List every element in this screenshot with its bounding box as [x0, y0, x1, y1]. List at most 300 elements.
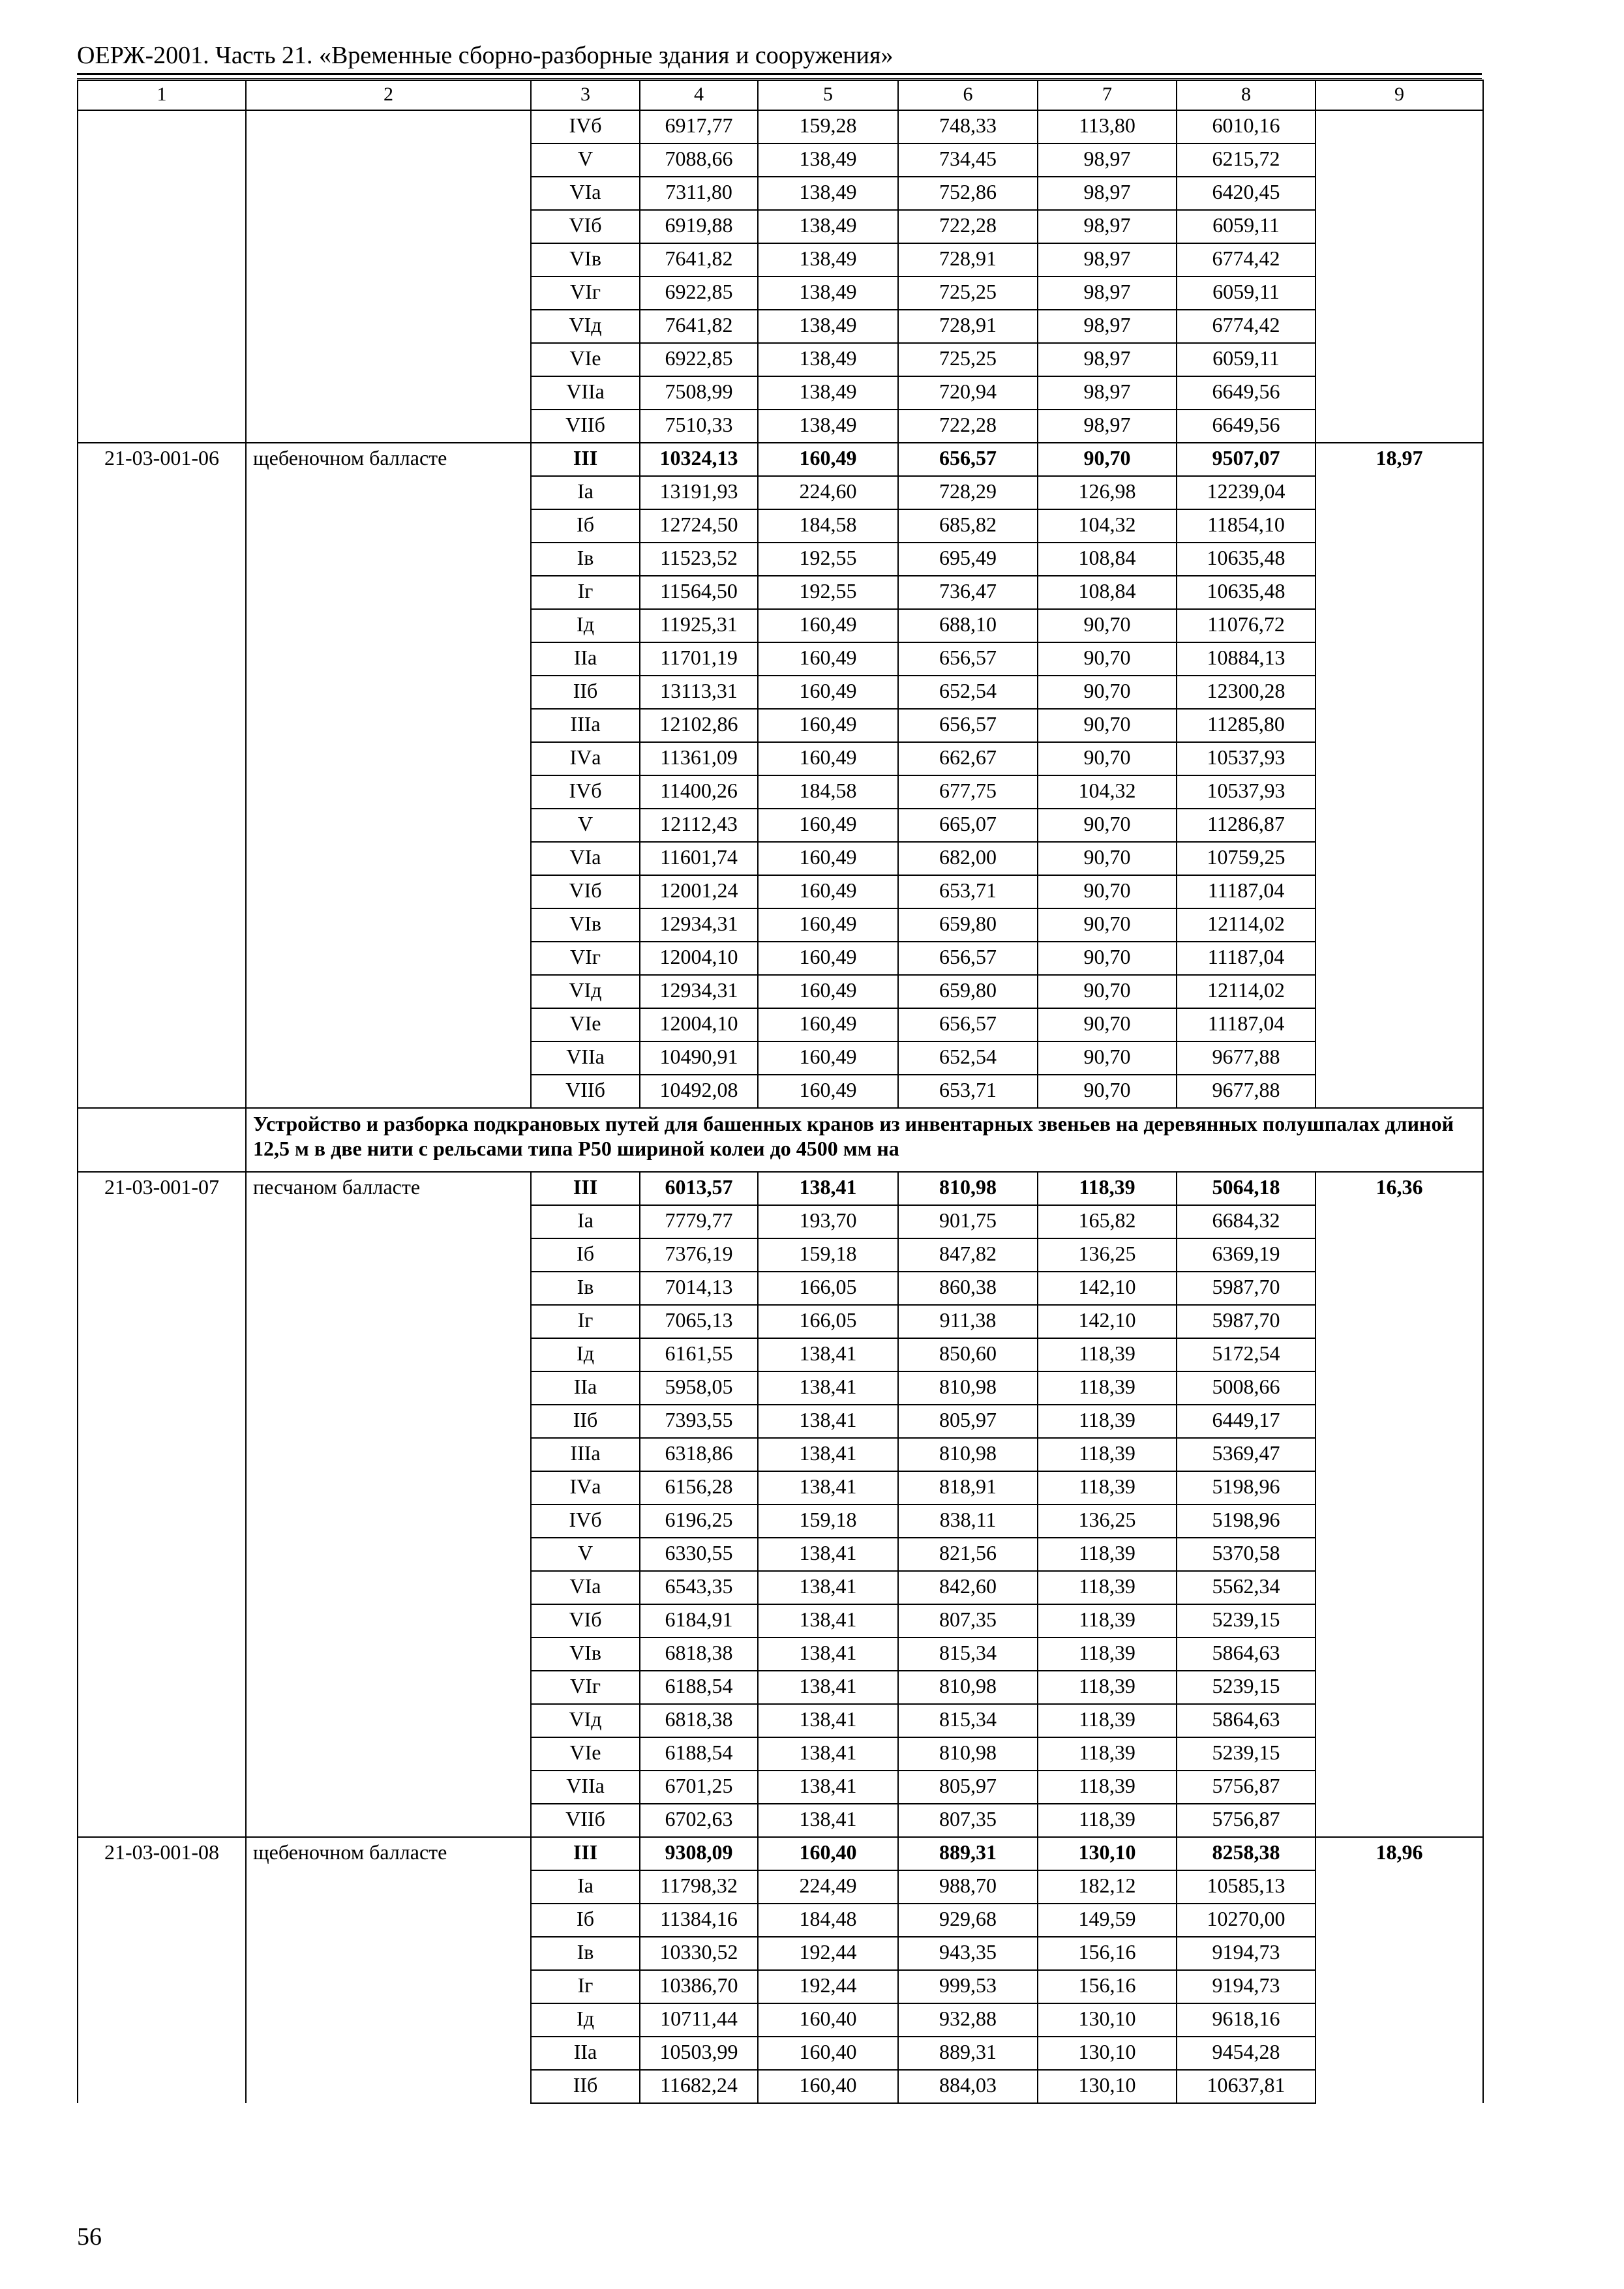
rate-code	[78, 343, 246, 376]
cost-total: 6318,86	[640, 1438, 758, 1471]
rank-cell: VIб	[531, 210, 640, 243]
rank-cell: IIа	[531, 642, 640, 676]
labor-hours	[1316, 1870, 1483, 1904]
rate-name	[246, 942, 531, 975]
machine-cost: 725,25	[898, 343, 1038, 376]
rate-name	[246, 1970, 531, 2003]
rate-code	[78, 277, 246, 310]
rate-name	[246, 1504, 531, 1538]
labor-hours	[1316, 1904, 1483, 1937]
rate-name	[246, 1272, 531, 1305]
column-number: 4	[640, 80, 758, 110]
machine-cost: 662,67	[898, 742, 1038, 775]
materials-cost: 6684,32	[1177, 1205, 1316, 1238]
materials-cost: 5864,63	[1177, 1638, 1316, 1671]
machinist-wages: 90,70	[1038, 609, 1177, 642]
header-rule-thick	[77, 73, 1482, 75]
machinist-wages: 98,97	[1038, 343, 1177, 376]
materials-cost: 12114,02	[1177, 908, 1316, 942]
machine-cost: 988,70	[898, 1870, 1038, 1904]
rate-name	[246, 1704, 531, 1737]
table-row	[78, 376, 1483, 410]
labor-hours	[1316, 1008, 1483, 1041]
machine-cost: 677,75	[898, 775, 1038, 809]
wages: 184,58	[758, 775, 898, 809]
machine-cost: 665,07	[898, 809, 1038, 842]
rank-cell: Iв	[531, 1272, 640, 1305]
labor-hours	[1316, 2070, 1483, 2103]
machine-cost: 722,28	[898, 410, 1038, 443]
machine-cost: 734,45	[898, 143, 1038, 177]
rate-name	[246, 609, 531, 642]
rate-name	[246, 210, 531, 243]
cost-total: 12934,31	[640, 908, 758, 942]
rank-cell: IVа	[531, 742, 640, 775]
cost-total: 12004,10	[640, 942, 758, 975]
machine-cost: 656,57	[898, 443, 1038, 476]
rate-code	[78, 809, 246, 842]
materials-cost: 5008,66	[1177, 1371, 1316, 1405]
column-number: 6	[898, 80, 1038, 110]
wages: 160,49	[758, 809, 898, 842]
materials-cost: 10537,93	[1177, 742, 1316, 775]
materials-cost: 5239,15	[1177, 1604, 1316, 1638]
rate-code	[78, 1405, 246, 1438]
machinist-wages: 118,39	[1038, 1538, 1177, 1571]
table-row	[78, 310, 1483, 343]
labor-hours	[1316, 1338, 1483, 1371]
cost-total: 7376,19	[640, 1238, 758, 1272]
machine-cost: 682,00	[898, 842, 1038, 875]
machinist-wages: 142,10	[1038, 1272, 1177, 1305]
rank-cell: V	[531, 1538, 640, 1571]
cost-total: 11682,24	[640, 2070, 758, 2103]
machinist-wages: 98,97	[1038, 210, 1177, 243]
rate-code	[78, 576, 246, 609]
materials-cost: 9194,73	[1177, 1937, 1316, 1970]
cost-total: 6196,25	[640, 1504, 758, 1538]
machine-cost: 815,34	[898, 1638, 1038, 1671]
cost-total: 5958,05	[640, 1371, 758, 1405]
machine-cost: 929,68	[898, 1904, 1038, 1937]
rate-name	[246, 1205, 531, 1238]
machinist-wages: 182,12	[1038, 1870, 1177, 1904]
machinist-wages: 165,82	[1038, 1205, 1177, 1238]
rate-code	[78, 1638, 246, 1671]
materials-cost: 9194,73	[1177, 1970, 1316, 2003]
wages: 138,49	[758, 277, 898, 310]
table-row	[78, 642, 1483, 676]
materials-cost: 6649,56	[1177, 410, 1316, 443]
rate-name	[246, 2003, 531, 2037]
table-row	[78, 410, 1483, 443]
section-spacer-cell	[78, 1108, 246, 1172]
wages: 192,55	[758, 576, 898, 609]
rank-cell: VIв	[531, 1638, 640, 1671]
wages: 192,44	[758, 1937, 898, 1970]
labor-hours	[1316, 310, 1483, 343]
table-row	[78, 576, 1483, 609]
wages: 160,49	[758, 709, 898, 742]
machinist-wages: 118,39	[1038, 1471, 1177, 1504]
materials-cost: 9677,88	[1177, 1075, 1316, 1108]
rank-cell: IIб	[531, 1405, 640, 1438]
rate-name	[246, 1904, 531, 1937]
rate-code	[78, 476, 246, 509]
cost-total: 12724,50	[640, 509, 758, 543]
rate-name	[246, 2070, 531, 2103]
rank-cell: VIа	[531, 1571, 640, 1604]
machinist-wages: 90,70	[1038, 942, 1177, 975]
rate-name	[246, 1737, 531, 1771]
labor-hours	[1316, 277, 1483, 310]
header-rule-thin	[77, 78, 1482, 79]
rate-name	[246, 177, 531, 210]
wages: 138,49	[758, 410, 898, 443]
machine-cost: 653,71	[898, 1075, 1038, 1108]
rate-name	[246, 1075, 531, 1108]
cost-total: 7641,82	[640, 243, 758, 277]
rank-cell: VIе	[531, 1008, 640, 1041]
cost-total: 10386,70	[640, 1970, 758, 2003]
wages: 184,58	[758, 509, 898, 543]
rank-cell: Iг	[531, 576, 640, 609]
machine-cost: 810,98	[898, 1371, 1038, 1405]
column-number: 3	[531, 80, 640, 110]
rate-code	[78, 310, 246, 343]
machine-cost: 850,60	[898, 1338, 1038, 1371]
machine-cost: 653,71	[898, 875, 1038, 908]
materials-cost: 5369,47	[1177, 1438, 1316, 1471]
machine-cost: 943,35	[898, 1937, 1038, 1970]
wages: 224,49	[758, 1870, 898, 1904]
rate-code	[78, 143, 246, 177]
table-row	[78, 1704, 1483, 1737]
machinist-wages: 130,10	[1038, 2070, 1177, 2103]
wages: 138,49	[758, 177, 898, 210]
cost-total: 12934,31	[640, 975, 758, 1008]
rate-code	[78, 1471, 246, 1504]
wages: 160,49	[758, 842, 898, 875]
wages: 192,44	[758, 1970, 898, 2003]
machine-cost: 748,33	[898, 110, 1038, 143]
machinist-wages: 136,25	[1038, 1238, 1177, 1272]
rate-code	[78, 1937, 246, 1970]
rate-code	[78, 1238, 246, 1272]
table-row	[78, 210, 1483, 243]
rank-cell: VIг	[531, 942, 640, 975]
rank-cell: IVа	[531, 1471, 640, 1504]
machine-cost: 685,82	[898, 509, 1038, 543]
cost-total: 10330,52	[640, 1937, 758, 1970]
machine-cost: 810,98	[898, 1671, 1038, 1704]
cost-total: 11523,52	[640, 543, 758, 576]
machinist-wages: 130,10	[1038, 2037, 1177, 2070]
wages: 184,48	[758, 1904, 898, 1937]
rank-cell: VIа	[531, 177, 640, 210]
table-row	[78, 742, 1483, 775]
rate-name	[246, 1638, 531, 1671]
section-heading-row	[78, 1108, 1483, 1172]
wages: 138,49	[758, 243, 898, 277]
machinist-wages: 90,70	[1038, 1008, 1177, 1041]
cost-total: 11798,32	[640, 1870, 758, 1904]
cost-total: 11701,19	[640, 642, 758, 676]
materials-cost: 11187,04	[1177, 942, 1316, 975]
cost-total: 12112,43	[640, 809, 758, 842]
materials-cost: 6449,17	[1177, 1405, 1316, 1438]
rate-name	[246, 343, 531, 376]
table-row	[78, 975, 1483, 1008]
machinist-wages: 149,59	[1038, 1904, 1177, 1937]
cost-total: 10503,99	[640, 2037, 758, 2070]
rank-cell: Iб	[531, 1238, 640, 1272]
column-number: 1	[78, 80, 246, 110]
wages: 160,49	[758, 1075, 898, 1108]
rate-name	[246, 709, 531, 742]
column-number: 9	[1316, 80, 1483, 110]
rate-name: песчаном балласте	[246, 1172, 531, 1205]
rate-name	[246, 243, 531, 277]
machinist-wages: 90,70	[1038, 908, 1177, 942]
machinist-wages: 126,98	[1038, 476, 1177, 509]
labor-hours	[1316, 343, 1483, 376]
labor-hours	[1316, 709, 1483, 742]
rank-cell: Iд	[531, 609, 640, 642]
wages: 138,41	[758, 1438, 898, 1471]
machinist-wages: 90,70	[1038, 676, 1177, 709]
wages: 138,41	[758, 1371, 898, 1405]
rate-code	[78, 1671, 246, 1704]
wages: 138,49	[758, 310, 898, 343]
table-row	[78, 1272, 1483, 1305]
table-row	[78, 343, 1483, 376]
materials-cost: 5987,70	[1177, 1272, 1316, 1305]
rate-code	[78, 410, 246, 443]
table-row	[78, 842, 1483, 875]
rank-cell: IIа	[531, 1371, 640, 1405]
labor-hours: 16,36	[1316, 1172, 1483, 1205]
rate-name: щебеночном балласте	[246, 1837, 531, 1870]
wages: 160,49	[758, 676, 898, 709]
cost-total: 7088,66	[640, 143, 758, 177]
rank-cell: VIIб	[531, 1075, 640, 1108]
rate-name	[246, 1338, 531, 1371]
labor-hours	[1316, 543, 1483, 576]
rate-code	[78, 509, 246, 543]
wages: 138,41	[758, 1405, 898, 1438]
materials-cost: 11187,04	[1177, 1008, 1316, 1041]
cost-total: 11564,50	[640, 576, 758, 609]
cost-total: 7510,33	[640, 410, 758, 443]
rate-code	[78, 1008, 246, 1041]
rank-cell: VIв	[531, 908, 640, 942]
table-row	[78, 476, 1483, 509]
materials-cost: 6215,72	[1177, 143, 1316, 177]
rank-cell: III	[531, 443, 640, 476]
table-row	[78, 1338, 1483, 1371]
wages: 160,49	[758, 908, 898, 942]
table-row	[78, 243, 1483, 277]
labor-hours	[1316, 1804, 1483, 1837]
materials-cost: 5756,87	[1177, 1804, 1316, 1837]
rate-name	[246, 1538, 531, 1571]
cost-total: 6188,54	[640, 1737, 758, 1771]
cost-total: 6156,28	[640, 1471, 758, 1504]
machinist-wages: 90,70	[1038, 742, 1177, 775]
labor-hours	[1316, 1671, 1483, 1704]
labor-hours	[1316, 110, 1483, 143]
machinist-wages: 98,97	[1038, 376, 1177, 410]
rate-code	[78, 642, 246, 676]
rate-name	[246, 1937, 531, 1970]
wages: 138,49	[758, 343, 898, 376]
rate-name: щебеночном балласте	[246, 443, 531, 476]
materials-cost: 5562,34	[1177, 1571, 1316, 1604]
rate-code	[78, 1604, 246, 1638]
labor-hours	[1316, 1305, 1483, 1338]
wages: 138,41	[758, 1571, 898, 1604]
rank-cell: V	[531, 809, 640, 842]
wages: 160,49	[758, 642, 898, 676]
wages: 138,41	[758, 1671, 898, 1704]
page-header-title: ОЕРЖ-2001. Часть 21. «Временные сборно-разборные здания и сооружения»	[77, 42, 894, 69]
labor-hours	[1316, 1405, 1483, 1438]
rate-name	[246, 1471, 531, 1504]
cost-total: 13113,31	[640, 676, 758, 709]
cost-total: 12102,86	[640, 709, 758, 742]
wages: 138,41	[758, 1704, 898, 1737]
table-row	[78, 1870, 1483, 1904]
labor-hours	[1316, 1970, 1483, 2003]
rates-table	[77, 80, 1484, 2104]
machine-cost: 652,54	[898, 1041, 1038, 1075]
table-row	[78, 809, 1483, 842]
rate-code	[78, 842, 246, 875]
wages: 138,41	[758, 1338, 898, 1371]
materials-cost: 5239,15	[1177, 1671, 1316, 1704]
machine-cost: 656,57	[898, 642, 1038, 676]
rate-code	[78, 676, 246, 709]
rank-cell: VIв	[531, 243, 640, 277]
wages: 138,49	[758, 210, 898, 243]
rate-code	[78, 1371, 246, 1405]
machine-cost: 810,98	[898, 1438, 1038, 1471]
rank-cell: III	[531, 1837, 640, 1870]
table-row	[78, 1471, 1483, 1504]
machine-cost: 728,91	[898, 310, 1038, 343]
machine-cost: 695,49	[898, 543, 1038, 576]
machine-cost: 901,75	[898, 1205, 1038, 1238]
labor-hours	[1316, 676, 1483, 709]
machine-cost: 847,82	[898, 1238, 1038, 1272]
rate-name	[246, 1238, 531, 1272]
table-row	[78, 110, 1483, 143]
rate-name	[246, 1305, 531, 1338]
materials-cost: 9507,07	[1177, 443, 1316, 476]
table-row	[78, 709, 1483, 742]
materials-cost: 6010,16	[1177, 110, 1316, 143]
machine-cost: 805,97	[898, 1405, 1038, 1438]
rank-cell: VIIа	[531, 1041, 640, 1075]
materials-cost: 5239,15	[1177, 1737, 1316, 1771]
rate-name	[246, 1405, 531, 1438]
rank-cell: V	[531, 143, 640, 177]
rate-code	[78, 376, 246, 410]
materials-cost: 5198,96	[1177, 1471, 1316, 1504]
column-number: 8	[1177, 80, 1316, 110]
machinist-wages: 118,39	[1038, 1704, 1177, 1737]
cost-total: 11925,31	[640, 609, 758, 642]
machine-cost: 884,03	[898, 2070, 1038, 2103]
labor-hours	[1316, 1205, 1483, 1238]
table-row	[78, 1438, 1483, 1471]
rate-name	[246, 143, 531, 177]
machinist-wages: 98,97	[1038, 410, 1177, 443]
rank-cell: VIд	[531, 310, 640, 343]
wages: 160,49	[758, 875, 898, 908]
materials-cost: 6420,45	[1177, 177, 1316, 210]
rate-code	[78, 2037, 246, 2070]
machinist-wages: 118,39	[1038, 1804, 1177, 1837]
table-row	[78, 908, 1483, 942]
wages: 160,49	[758, 1041, 898, 1075]
labor-hours	[1316, 1771, 1483, 1804]
rank-cell: VIб	[531, 875, 640, 908]
rate-name	[246, 1604, 531, 1638]
wages: 138,41	[758, 1771, 898, 1804]
rank-cell: Iа	[531, 1205, 640, 1238]
machinist-wages: 118,39	[1038, 1172, 1177, 1205]
labor-hours	[1316, 908, 1483, 942]
cost-total: 11384,16	[640, 1904, 758, 1937]
machinist-wages: 98,97	[1038, 277, 1177, 310]
machine-cost: 752,86	[898, 177, 1038, 210]
materials-cost: 10635,48	[1177, 576, 1316, 609]
table-body	[78, 80, 1483, 2103]
wages: 138,41	[758, 1538, 898, 1571]
table-row	[78, 1904, 1483, 1937]
cost-total: 10492,08	[640, 1075, 758, 1108]
table-row	[78, 1041, 1483, 1075]
cost-total: 7311,80	[640, 177, 758, 210]
section-heading: Устройство и разборка подкрановых путей для башенных кранов из инвентарных звеньев на деревянных полушпалах длиной 12,5 м в две нити с рельсами типа Р50 шириной колеи до 4500 мм на	[246, 1108, 1483, 1172]
labor-hours	[1316, 376, 1483, 410]
materials-cost: 10585,13	[1177, 1870, 1316, 1904]
rate-name	[246, 1438, 531, 1471]
machine-cost: 659,80	[898, 908, 1038, 942]
wages: 138,49	[758, 376, 898, 410]
cost-total: 6701,25	[640, 1771, 758, 1804]
cost-total: 6188,54	[640, 1671, 758, 1704]
machinist-wages: 90,70	[1038, 842, 1177, 875]
labor-hours	[1316, 1704, 1483, 1737]
materials-cost: 10635,48	[1177, 543, 1316, 576]
machinist-wages: 90,70	[1038, 1041, 1177, 1075]
wages: 138,41	[758, 1804, 898, 1837]
wages: 160,49	[758, 1008, 898, 1041]
machinist-wages: 108,84	[1038, 576, 1177, 609]
wages: 224,60	[758, 476, 898, 509]
rate-code	[78, 1075, 246, 1108]
machinist-wages: 90,70	[1038, 875, 1177, 908]
rate-name	[246, 410, 531, 443]
rank-cell: VIIб	[531, 1804, 640, 1837]
cost-total: 10490,91	[640, 1041, 758, 1075]
table-row	[78, 1937, 1483, 1970]
machine-cost: 842,60	[898, 1571, 1038, 1604]
machine-cost: 815,34	[898, 1704, 1038, 1737]
